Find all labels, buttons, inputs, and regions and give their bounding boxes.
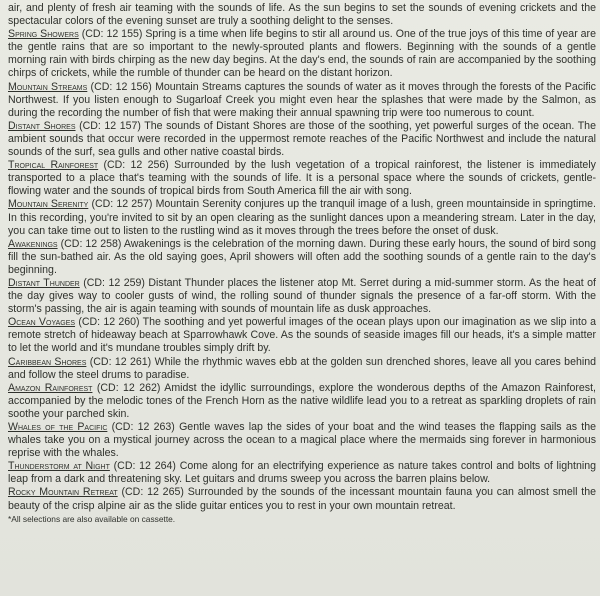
catalog-code: (CD: 12 263) [111, 421, 175, 433]
album-description: Come along for an electrifying experience as nature takes control and bolts of lightning leap from a dark and threatening sky. Let guitars and drums sweep you across the barren plains below. [8, 460, 596, 486]
album-title: Ocean Voyages [8, 316, 76, 329]
album-entry [8, 81, 596, 120]
catalog-code: (CD: 12 256) [103, 159, 169, 172]
album-entries [8, 28, 596, 512]
catalog-code: (CD: 12 157) [79, 119, 141, 132]
album-entry [8, 28, 596, 80]
album-description: Amidst the idyllic surroundings, explore the wonderous depths of the Amazon Rainforest, accompanied by the melodic tones of the French Horn as the native wildlife lead you to a retreat as sparkling droplets of rain soothe your parched skin. [8, 381, 596, 420]
catalog-code: (CD: 12 257) [91, 198, 153, 211]
album-entry [8, 382, 596, 421]
intro-paragraph: air, and plenty of fresh air teaming with the sounds of life. As the sun begins to set the sounds of evening crickets and the spectacular colors of the evening sunset are truly a soothing delight to the senses. [8, 2, 596, 28]
album-title: Amazon Rainforest [8, 381, 93, 394]
catalog-code: (CD: 12 156) [90, 80, 152, 93]
album-entry [8, 120, 596, 159]
album-title: Mountain Serenity [8, 198, 89, 211]
album-title: Spring Showers [8, 28, 79, 41]
album-entry [8, 159, 596, 198]
album-entry [8, 486, 596, 512]
album-description: Mountain Streams captures the sounds of water as it moves through the forests of the Pacific Northwest. If you listen enough to Sugarloaf Creek you might even hear the splashes that were made by the Salmon, as during the recording the number of fish that were making their annual spawning trip were too numerous to count. [8, 80, 596, 119]
album-description: Awakenings is the celebration of the morning dawn. During these early hours, the sound of bird song fill the sun-bathed air. As the old saying goes, April showers will often add the soothing sounds of a gentle rain to the day's beginning. [8, 237, 596, 276]
album-description: Surrounded by the lush vegetation of a tropical rainforest, the listener is immediately transported to a place that's teaming with the sounds of life. It is a personal space where the sounds of crickets, gentle-flowing water and the sounds of tropical birds from South America fill the air with song. [8, 159, 596, 198]
catalog-code: (CD: 12 264) [113, 460, 176, 473]
album-entry [8, 356, 596, 382]
catalog-code: (CD: 12 155) [81, 28, 143, 41]
catalog-code: (CD: 12 265) [121, 486, 184, 499]
album-title: Whales of the Pacific [8, 421, 108, 433]
catalog-code: (CD: 12 258) [60, 237, 122, 250]
album-title: Tropical Rainforest [8, 159, 99, 172]
album-title: Rocky Mountain Retreat [8, 486, 118, 499]
album-description: Surrounded by the sounds of the incessant mountain fauna you can almost smell the beauty of the crisp alpine air as the slide guitar entices you to rest in your own mountain retreat. [8, 486, 596, 512]
album-description: Distant Thunder places the listener atop Mt. Serret during a mid-summer storm. As the heat of the day gives way to cooler gusts of wind, the rolling sound of thunder signals the presence of a far-off storm. With the storm's passing, the air is again teaming with sounds of mountain life as dusk approaches. [8, 276, 596, 316]
album-description: Mountain Serenity conjures up the tranquil image of a lush, green mountainside in springtime. In this recording, you're invited to sit by an open clearing as the sunlight dances upon a meandering stream. Later in the day, you can take time out to listen to the rustling wind as it moves through the trees before the onset of dusk. [8, 198, 596, 237]
album-title: Distant Shores [8, 119, 76, 132]
album-entry [8, 277, 596, 316]
album-entry [8, 421, 596, 460]
catalog-code: (CD: 12 262) [96, 381, 161, 394]
album-description: The sounds of Distant Shores are those of the soothing, yet powerful surges of the ocean. The ambient sounds that occur were recorded in the uppermost remote reaches of the Pacific Northwest and include the natural sounds of the surf, sea gulls and other native coastal birds. [8, 119, 596, 159]
album-title: Awakenings [8, 237, 58, 250]
album-entry [8, 460, 596, 486]
album-title: Distant Thunder [8, 276, 80, 289]
footnote: *All selections are also available on cassette. [8, 513, 176, 524]
album-description: While the rhythmic waves ebb at the golden sun drenched shores, leave all you cares behind and follow the steel drums to paradise. [8, 355, 596, 381]
album-description: Spring is a time when life begins to stir all around us. One of the true joys of this time of year are the gentle rains that are so important to the newly-sprouted plants and flowers. Beginning with the sounds of a gentle morning rain with birds chirping as the new day begins. At the day's end, the sounds of rain are accompanied by the soothing chirps of crickets, while the rumble of thunder can be heard on the distant horizon. [8, 28, 596, 80]
album-entry [8, 316, 596, 355]
album-entry [8, 198, 596, 237]
album-title: Thunderstorm at Night [8, 460, 110, 473]
liner-notes-text [8, 2, 596, 525]
album-title: Mountain Streams [8, 80, 88, 93]
catalog-code: (CD: 12 261) [89, 355, 152, 368]
album-description: Gentle waves lap the sides of your boat and the wind teases the flapping sails as the whales take you on a mystical journey across the ocean to a magical place where the mermaids sing forever in harmonious reprise with the whales. [8, 421, 596, 460]
catalog-code: (CD: 12 259) [83, 276, 145, 289]
album-title: Caribbean Shores [8, 355, 87, 368]
catalog-code: (CD: 12 260) [78, 316, 140, 329]
album-description: The soothing and yet powerful images of the ocean plays upon our imagination as we slip into a remote stretch of hideaway beach at Sparrowhawk Cove. As the sounds of seaside images fill our heads, it's a simple matter to let the world and it's mundane troubles simply drift by. [8, 316, 596, 355]
album-entry [8, 238, 596, 277]
